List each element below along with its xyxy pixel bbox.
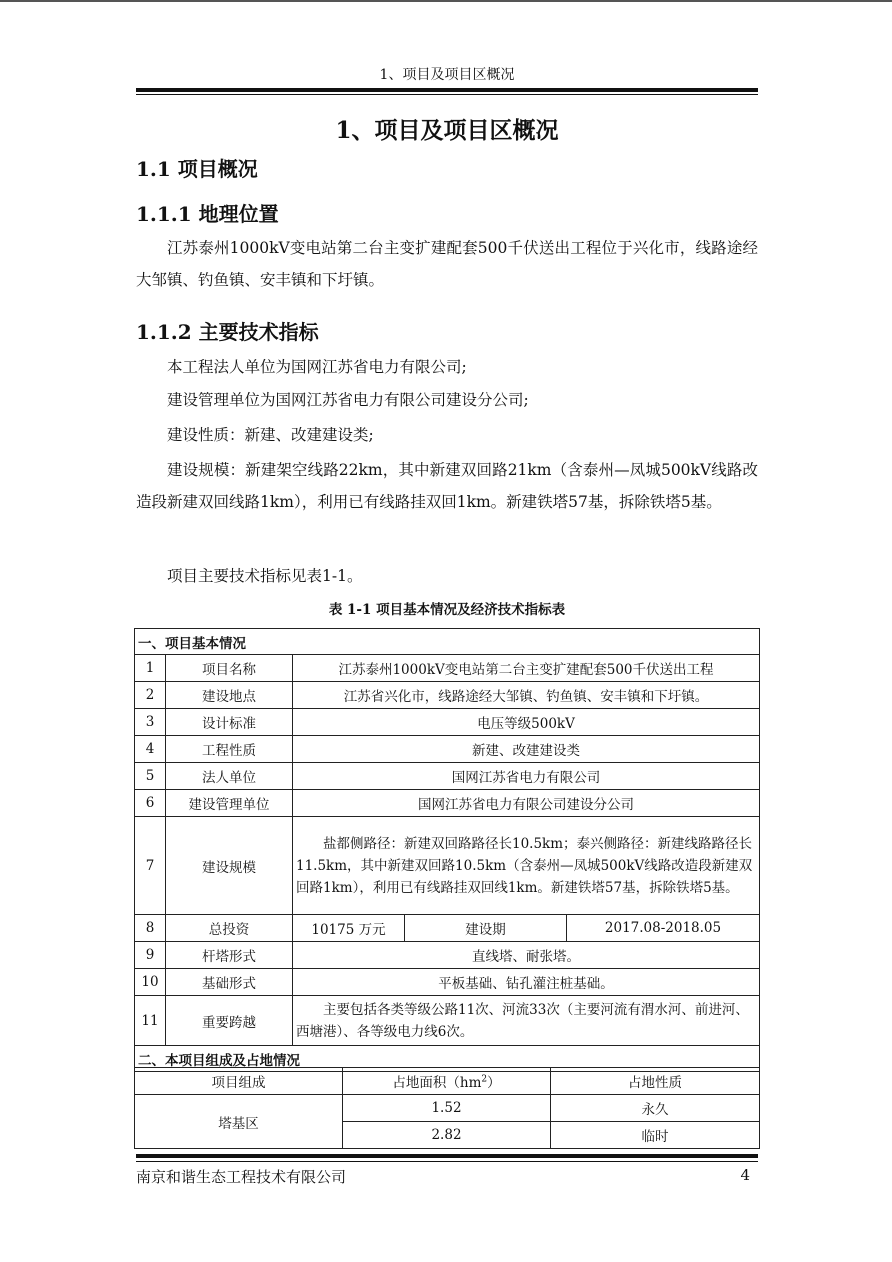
- section-heading-1-1-2: 1.1.2 主要技术指标: [136, 320, 319, 344]
- row-item: 工程性质: [166, 736, 293, 763]
- row-number: 10: [135, 969, 166, 996]
- table-row: [135, 736, 760, 763]
- table-section-row: [135, 629, 760, 655]
- table-caption: 表 1-1 项目基本情况及经济技术指标表: [328, 602, 566, 618]
- row-item: 总投资: [166, 915, 293, 942]
- section-title-composition: 二、本项目组成及占地情况: [135, 1046, 760, 1072]
- row-number: 8: [135, 915, 166, 942]
- reference-paragraph: 项目主要技术指标见表1-1。: [167, 567, 363, 585]
- row-item: 杆塔形式: [166, 942, 293, 969]
- legal-entity-paragraph: 本工程法人单位为国网江苏省电力有限公司;: [167, 358, 467, 376]
- land-component: 塔基区: [135, 1095, 343, 1149]
- header-area-text: 占地面积（hm: [392, 1075, 482, 1091]
- land-header-row: [135, 1068, 760, 1095]
- row-item: 项目名称: [166, 655, 293, 682]
- land-nature: 永久: [551, 1095, 760, 1122]
- nature-paragraph: 建设性质：新建、改建建设类;: [167, 426, 374, 444]
- header-area-close: ）: [487, 1075, 501, 1091]
- header-component: 项目组成: [135, 1068, 343, 1095]
- management-paragraph: 建设管理单位为国网江苏省电力有限公司建设分公司;: [167, 391, 529, 409]
- table-row: [135, 969, 760, 996]
- footer-rule-thick: [136, 1154, 758, 1158]
- running-header: 1、项目及项目区概况: [379, 67, 515, 83]
- row-number: 6: [135, 790, 166, 817]
- row-number: 4: [135, 736, 166, 763]
- row-number: 3: [135, 709, 166, 736]
- page-number: 4: [740, 1166, 750, 1184]
- row-item: 建设管理单位: [166, 790, 293, 817]
- table-row: [135, 942, 760, 969]
- row-value: 新建、改建建设类: [293, 736, 760, 763]
- table-row: [135, 682, 760, 709]
- row-value: 盐都侧路径：新建双回路路径长10.5km；泰兴侧路径：新建线路路径长11.5km，其中新建双回路10.5km（含泰州—凤城500kV线路改造段新建双回路1km），利用已有线路挂双回线1km。新建铁塔57基，拆除铁塔5基。: [293, 817, 760, 915]
- row-item: 法人单位: [166, 763, 293, 790]
- row-value: 国网江苏省电力有限公司建设分公司: [293, 790, 760, 817]
- scale-paragraph: 建设规模：新建架空线路22km，其中新建双回路21km（含泰州—凤城500kV线路改造段新建双回线路1km），利用已有线路挂双回1km。新建铁塔57基，拆除铁塔5基。: [136, 461, 758, 511]
- row-number: 5: [135, 763, 166, 790]
- table-row: [135, 709, 760, 736]
- row-item: 基础形式: [166, 969, 293, 996]
- row-item: 设计标准: [166, 709, 293, 736]
- construction-period-value: 2017.08-2018.05: [567, 915, 760, 942]
- row-item: 建设规模: [166, 817, 293, 915]
- location-paragraph: 江苏泰州1000kV变电站第二台主变扩建配套500千伏送出工程位于兴化市，线路途经大邹镇、钓鱼镇、安丰镇和下圩镇。: [136, 239, 758, 289]
- row-value: 电压等级500kV: [293, 709, 760, 736]
- header-rule-thin: [136, 94, 758, 95]
- row-item: 建设地点: [166, 682, 293, 709]
- header-area: [343, 1068, 551, 1095]
- footer-rule-thin: [136, 1161, 758, 1162]
- row-number: 2: [135, 682, 166, 709]
- row-value: 直线塔、耐张塔。: [293, 942, 760, 969]
- table-row: [135, 915, 760, 942]
- row-number: 9: [135, 942, 166, 969]
- header-area-superscript: 2: [481, 1074, 488, 1085]
- table-row: [135, 655, 760, 682]
- row-number: 1: [135, 655, 166, 682]
- land-use-table: [134, 1067, 760, 1149]
- page-top-border: [0, 0, 892, 2]
- section-heading-1-1: 1.1 项目概况: [136, 157, 258, 181]
- row-value: 江苏省兴化市，线路途经大邹镇、钓鱼镇、安丰镇和下圩镇。: [293, 682, 760, 709]
- project-info-table: [134, 628, 760, 1072]
- row-number: 11: [135, 996, 166, 1046]
- land-area: 2.82: [343, 1122, 551, 1149]
- header-nature: 占地性质: [551, 1068, 760, 1095]
- row-number: 7: [135, 817, 166, 915]
- table-row: [135, 996, 760, 1046]
- section-heading-1-1-1: 1.1.1 地理位置: [136, 202, 279, 226]
- row-value: 江苏泰州1000kV变电站第二台主变扩建配套500千伏送出工程: [293, 655, 760, 682]
- land-nature: 临时: [551, 1122, 760, 1149]
- row-value: 平板基础、钻孔灌注桩基础。: [293, 969, 760, 996]
- header-rule-thick: [136, 88, 758, 92]
- table-row: [135, 1095, 760, 1122]
- table-row: [135, 817, 760, 915]
- table-row: [135, 763, 760, 790]
- land-area: 1.52: [343, 1095, 551, 1122]
- footer-company: 南京和谐生态工程技术有限公司: [136, 1168, 347, 1186]
- chapter-title: 1、项目及项目区概况: [335, 117, 559, 144]
- section-title-basic: 一、项目基本情况: [135, 629, 760, 655]
- table-row: [135, 790, 760, 817]
- row-value: 主要包括各类等级公路11次、河流33次（主要河流有渭水河、前进河、西塘港）、各等级电力线6次。: [293, 996, 760, 1046]
- construction-period-label: 建设期: [405, 915, 567, 942]
- total-investment-value: 10175 万元: [293, 915, 405, 942]
- row-item: 重要跨越: [166, 996, 293, 1046]
- row-value: 国网江苏省电力有限公司: [293, 763, 760, 790]
